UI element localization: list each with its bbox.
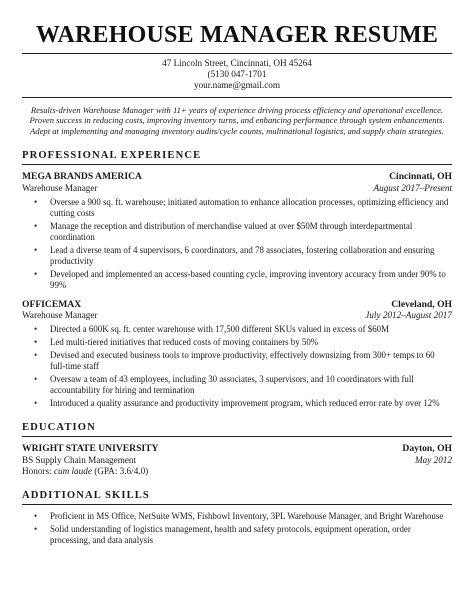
job-header	[22, 299, 452, 311]
education-subheader	[22, 455, 452, 466]
summary-line: Adept at implementing and managing inventory audits/cycle counts, multinational logistics, and supply chain strategies.	[30, 126, 444, 137]
summary-line: Results-driven Warehouse Manager with 11+ years of experience driving process efficiency and operational excellence.	[30, 104, 444, 115]
job-entry	[22, 171, 452, 291]
job-title: Warehouse Manager	[22, 182, 98, 193]
bullet-item: • Oversaw a team of 43 employees, including 30 associates, 3 supervisors, and 10 coordinators with full accountability for hiring and termination	[50, 374, 452, 396]
section-divider	[22, 436, 452, 437]
section-divider	[22, 504, 452, 505]
graduation-date: May 2012	[415, 454, 452, 465]
bullet-item: • Lead a diverse team of 4 supervisors, 6 coordinators, and 78 associates, fostering collaboration and ensuring productivity	[50, 245, 452, 267]
contact-divider	[22, 97, 452, 98]
experience-section	[22, 150, 452, 409]
degree-name: BS Supply Chain Management	[22, 454, 137, 465]
education-header	[22, 443, 452, 455]
job-subheader	[22, 310, 452, 321]
company-name: OFFICEMAX	[22, 298, 82, 310]
summary-line: Proven success in reducing costs, improving inventory turns, and enhancing performance through system enhancements.	[29, 115, 445, 126]
bullet-item: • Manage the reception and distribution of merchandise valued at over $50M through interdepartmental coordination	[50, 221, 452, 243]
bullet-item: • Directed a 600K sq. ft. center warehouse with 17,500 different SKUs valued in excess of $60M	[50, 324, 452, 335]
job-entry	[22, 299, 452, 409]
education-entry	[22, 443, 452, 477]
honors-label: Honors:	[22, 465, 54, 476]
job-location: Cincinnati, OH	[389, 171, 452, 182]
bullet-item: • Devised and executed business tools to improve productivity, effectively downsizing from 300+ temps to 60 full-time staff	[50, 350, 452, 372]
honors-value: cum laude	[53, 465, 92, 476]
bullet-item: • Developed and implemented an access-based counting cycle, improving inventory accuracy from under 90% to 99%	[50, 269, 452, 291]
section-heading: EDUCATION	[22, 422, 96, 434]
bullet-item: • Solid understanding of logistics management, health and safety protocols, equipment operation, order processing, and data analysis	[50, 524, 452, 546]
job-location: Cleveland, OH	[391, 298, 452, 310]
education-section	[22, 422, 452, 477]
resume-title: WAREHOUSE MANAGER RESUME	[35, 22, 439, 48]
skills-section	[22, 490, 452, 546]
contact-block	[22, 58, 452, 92]
bullet-item: • Led multi-tiered initiatives that reduced costs of moving containers by 50%	[50, 337, 452, 348]
company-name: MEGA BRANDS AMERICA	[22, 171, 142, 182]
job-dates: August 2017–Present	[373, 182, 452, 193]
section-heading: PROFESSIONAL EXPERIENCE	[22, 150, 202, 161]
school-location: Dayton, OH	[402, 443, 452, 455]
job-bullets	[22, 324, 452, 409]
job-title: Warehouse Manager	[22, 310, 98, 321]
contact-phone: (5130 047-1701	[207, 69, 267, 80]
contact-address: 47 Lincoln Street, Cincinnati, OH 45264	[162, 58, 312, 68]
job-subheader	[22, 183, 452, 194]
title-divider	[22, 53, 452, 54]
contact-email: your.name@gmail.com	[193, 80, 281, 91]
bullet-item: • Oversee a 900 sq. ft. warehouse; initiated automation to enhance allocation processes, optimizing efficiency and cutting costs	[50, 197, 452, 219]
honors-gpa: (GPA: 3.6/4.0)	[91, 465, 149, 476]
section-heading: ADDITIONAL SKILLS	[22, 489, 150, 501]
job-dates: July 2012–August 2017	[365, 310, 452, 321]
skills-bullets	[22, 511, 452, 546]
bullet-item: • Introduced a quality assurance and productivity improvement program, which reduced error rate by over 12%	[50, 398, 452, 409]
job-bullets	[22, 197, 452, 291]
school-name: WRIGHT STATE UNIVERSITY	[22, 443, 159, 455]
honors-line	[22, 466, 452, 477]
job-header	[22, 171, 452, 183]
section-divider	[22, 164, 452, 165]
professional-summary	[22, 105, 452, 137]
bullet-item: • Proficient in MS Office, NetSuite WMS, Fishbowl Inventory, 3PL Warehouse Manager, and Bright Warehouse	[50, 511, 452, 522]
